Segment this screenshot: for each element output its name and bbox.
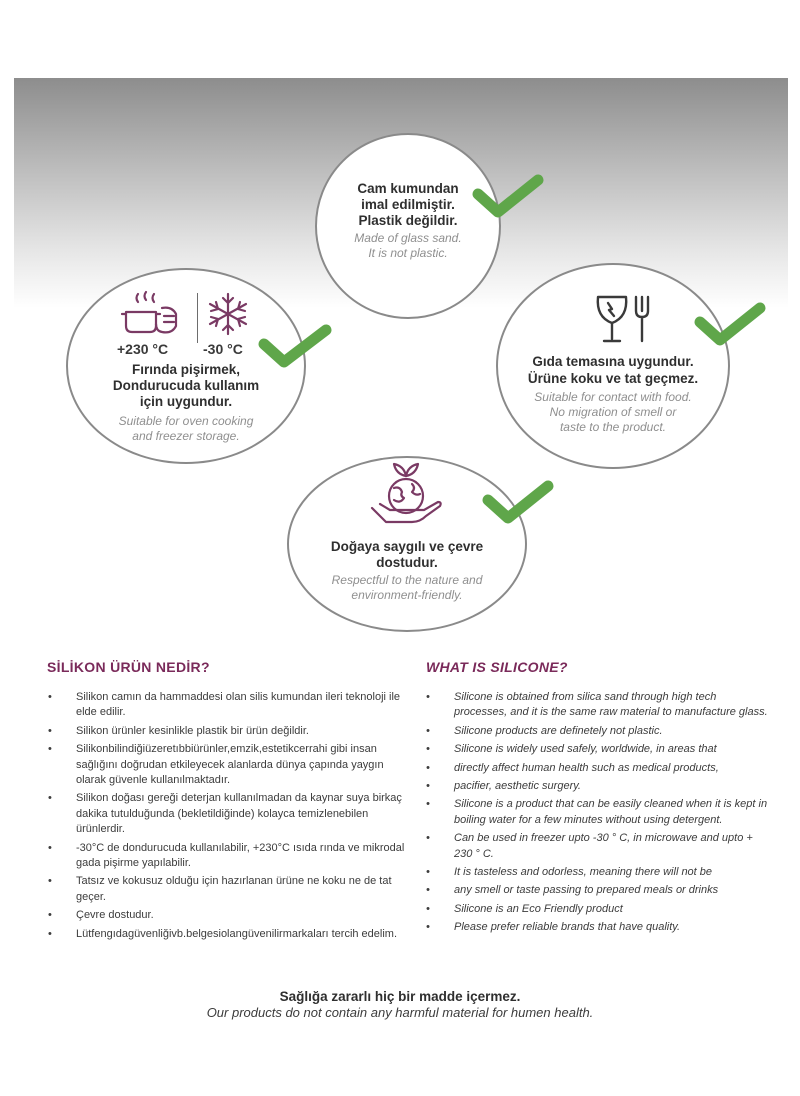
list-item: • It is tasteless and odorless, meaning there will not be xyxy=(424,865,768,880)
badge-nature-tr-line2: dostudur. xyxy=(376,555,438,570)
checkmark-icon xyxy=(482,478,554,528)
list-item: • Please prefer reliable brands that have quality. xyxy=(424,920,768,935)
badge-glass-tr-line1: Cam kumundan xyxy=(357,181,459,196)
list-item: • -30°C de dondurucuda kullanılabilir, +230°C ısıda rında ve mikrodal gada pişirme yapılabilir. xyxy=(46,841,406,872)
list-item: • pacifier, aesthetic surgery. xyxy=(424,779,768,794)
footer-statement-tr: Sağlığa zararlı hiç bir madde içermez. xyxy=(279,989,521,1004)
list-item: • Lütfengıdagüvenliğivb.belgesiolangüvenilirmarkaları tercih edelim. xyxy=(46,927,406,942)
badge-glass-tr-line2: imal edilmiştir. xyxy=(361,197,455,212)
checkmark-icon xyxy=(694,300,766,350)
footer-statement-en: Our products do not contain any harmful material for humen health. xyxy=(206,1005,594,1020)
badge-glass-sand xyxy=(315,133,501,319)
list-item: • Silicone products are definetely not plastic. xyxy=(424,724,768,739)
badge-oven-tr-line2: Dondurucuda kullanım xyxy=(112,378,260,393)
badge-food-en-line1: Suitable for contact with food. xyxy=(534,390,692,404)
list-item: • Silicone is an Eco Friendly product xyxy=(424,902,768,917)
bullet-list-en xyxy=(424,690,768,939)
badge-nature-en-line2: environment-friendly. xyxy=(351,588,463,602)
badge-oven-tr-line1: Fırında pişirmek, xyxy=(131,362,241,377)
list-item: • Silikonbilindiğiüzeretıbbiürünler,emzik,estetikcerrahi gibi insan sağlığını doğrudan etkileyecek alanlarda dünya çapında yaygın olarak güvenle kullanılmaktadır. xyxy=(46,742,406,788)
list-item: • Tatsız ve kokusuz olduğu için hazırlanan ürüne ne koku ne de tat geçer. xyxy=(46,874,406,905)
list-item: • Silikon doğası gereği deterjan kullanılmadan da kaynar suya birkaç dakika tutulduğunda (bekletildiğinde) kolayca temizlenebilen ürünlerdir. xyxy=(46,791,406,837)
badge-oven-en-line1: Suitable for oven cooking xyxy=(118,414,254,428)
checkmark-icon xyxy=(258,322,332,372)
list-item: • Silicone is widely used safely, worldwide, in areas that xyxy=(424,742,768,757)
badge-oven-en-line2: and freezer storage. xyxy=(132,429,240,443)
temperature-divider xyxy=(197,293,198,343)
badge-nature-en-line1: Respectful to the nature and xyxy=(331,573,483,587)
earth-hand-icon xyxy=(368,458,444,532)
badge-oven-tr-line3: için uygundur. xyxy=(139,394,233,409)
bullet-list-tr xyxy=(46,690,406,945)
list-item: • Silikon camın da hammaddesi olan silis kumundan ileri teknoloji ile elde edilir. xyxy=(46,690,406,721)
section-title-en: WHAT IS SILICONE? xyxy=(426,659,568,675)
list-item: • Silicone is obtained from silica sand through high tech processes, and it is the same raw material to manufacture glass. xyxy=(424,690,768,721)
badge-nature-tr-line1: Doğaya saygılı ve çevre xyxy=(330,539,484,554)
temp-hot-label: +230 °C xyxy=(117,341,169,357)
list-item: • Silicone is a product that can be easily cleaned when it is kept in boiling water for a few minutes without using detergent. xyxy=(424,797,768,828)
badge-glass-tr-line3: Plastik değildir. xyxy=(358,213,458,228)
checkmark-icon xyxy=(472,172,544,222)
list-item: • Can be used in freezer upto -30 ° C, in microwave and upto + 230 ° C. xyxy=(424,831,768,862)
list-item: • Çevre dostudur. xyxy=(46,908,406,923)
list-item: • Silikon ürünler kesinlikle plastik bir ürün değildir. xyxy=(46,724,406,739)
list-item: • directly affect human health such as medical products, xyxy=(424,761,768,776)
badge-food-en-line3: taste to the product. xyxy=(559,420,667,434)
list-item: • any smell or taste passing to prepared meals or drinks xyxy=(424,883,768,898)
badge-food-en-line2: No migration of smell or xyxy=(549,405,677,419)
badge-food-tr-line2: Ürüne koku ve tat geçmez. xyxy=(527,371,699,386)
badge-food-tr-line1: Gıda temasına uygundur. xyxy=(532,354,694,369)
temp-cold-label: -30 °C xyxy=(203,341,243,357)
section-title-tr: SİLİKON ÜRÜN NEDİR? xyxy=(47,659,210,675)
badge-glass-en-line2: It is not plastic. xyxy=(368,246,448,260)
oven-dish-icon xyxy=(118,290,184,340)
glass-fork-icon xyxy=(594,293,656,347)
badge-glass-en-line1: Made of glass sand. xyxy=(354,231,462,245)
snowflake-icon xyxy=(204,292,252,336)
